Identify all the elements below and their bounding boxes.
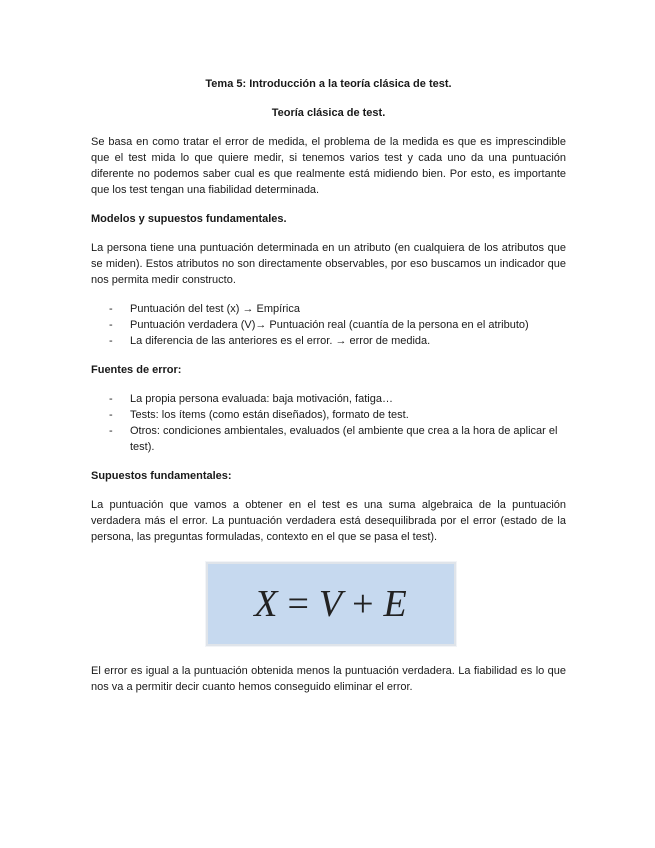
formula-x: X bbox=[254, 583, 278, 625]
document-page bbox=[91, 76, 566, 695]
list-item bbox=[91, 317, 566, 333]
list-item bbox=[91, 333, 566, 349]
supuestos-paragraph: La puntuación que vamos a obtener en el test es una suma algebraica de la puntuación verdadera más el error. La puntuación verdadera está desequilibrada por el error (estado de la persona, las preguntas formuladas, contexto en el que se pasa el test). bbox=[91, 499, 566, 543]
formula-image bbox=[206, 562, 456, 646]
list-item bbox=[91, 423, 566, 455]
list-item bbox=[91, 301, 566, 317]
bullet-dash: - bbox=[109, 409, 113, 421]
section-heading-fuentes: Fuentes de error: bbox=[91, 364, 182, 376]
page-subtitle: Teoría clásica de test. bbox=[271, 107, 386, 119]
section-heading-supuestos: Supuestos fundamentales: bbox=[91, 470, 232, 482]
list-item-text: La propia persona evaluada: baja motivación, fatiga… bbox=[130, 393, 393, 405]
bullet-dash: - bbox=[109, 335, 113, 347]
formula-figure bbox=[91, 562, 566, 646]
closing-paragraph: El error es igual a la puntuación obtenida menos la puntuación verdadera. La fiabilidad es lo que nos va a permitir decir cuanto hemos conseguido eliminar el error. bbox=[91, 665, 566, 693]
formula-e: E bbox=[383, 583, 407, 625]
list-item-text: Tests: los ítems (como están diseñados), formato de test. bbox=[130, 409, 409, 421]
modelos-paragraph: La persona tiene una puntuación determinada en un atributo (en cualquiera de los atributos que se miden). Estos atributos no son directamente observables, por eso buscamos un indicador que nos permita medir constructo. bbox=[91, 242, 566, 286]
intro-paragraph: Se basa en como tratar el error de medida, el problema de la medida es que es imprescindible que el test mida lo que quiere medir, si tenemos varios test y cada uno da una puntuación diferente no podemos saber cual es que realmente está midiendo bien. Por esto, es importante que los test tengan una fiabilidad determinada. bbox=[91, 136, 566, 196]
formula-plus: + bbox=[352, 583, 374, 625]
page-title: Tema 5: Introducción a la teoría clásica de test. bbox=[205, 78, 452, 90]
formula-equals: = bbox=[287, 583, 309, 625]
list-item-text: Puntuación verdadera (V)→ Puntuación real (cuantía de la persona en el atributo) bbox=[130, 319, 529, 331]
fuentes-list bbox=[91, 391, 566, 455]
bullet-dash: - bbox=[109, 425, 113, 437]
formula-v: V bbox=[318, 583, 343, 625]
list-item-text: Otros: condiciones ambientales, evaluados (el ambiente que crea a la hora de aplicar el test). bbox=[130, 425, 558, 453]
list-item bbox=[91, 391, 566, 407]
bullet-dash: - bbox=[109, 303, 113, 315]
bullet-dash: - bbox=[109, 393, 113, 405]
bullet-dash: - bbox=[109, 319, 113, 331]
list-item-text: Puntuación del test (x) → Empírica bbox=[130, 303, 300, 315]
section-heading-modelos: Modelos y supuestos fundamentales. bbox=[91, 213, 287, 225]
modelos-list bbox=[91, 301, 566, 349]
list-item-text: La diferencia de las anteriores es el error. → error de medida. bbox=[130, 335, 431, 347]
list-item bbox=[91, 407, 566, 423]
